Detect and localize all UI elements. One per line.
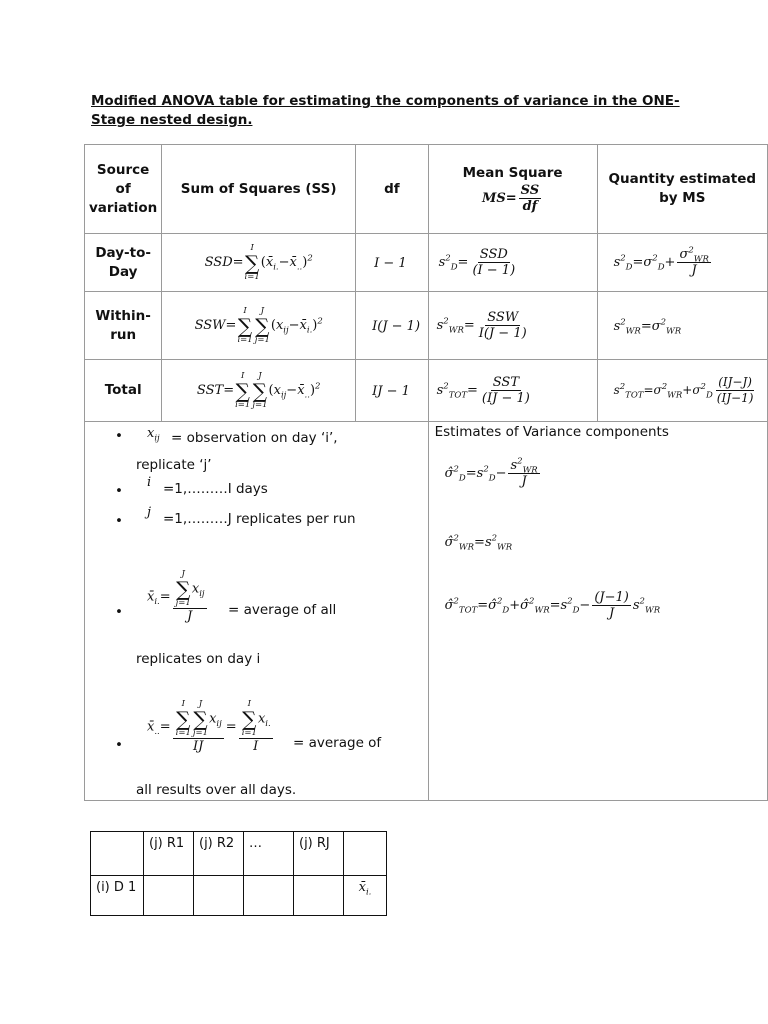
row-label-total: Total xyxy=(85,360,162,422)
header-ss: Sum of Squares (SS) xyxy=(162,145,356,234)
day-average-formula: $x̄_{i.}=$ J ∑ j=1 $x_{ij}$ J xyxy=(147,569,205,624)
ms-within: $s^2_{WR}=$ $\frac{\text{SSW}}{I(J - 1)}$ xyxy=(428,292,597,360)
row-day xyxy=(85,234,768,292)
small-header-row xyxy=(91,832,387,876)
qty-within: $s^2_{WR}=\sigma^2_{WR}$ xyxy=(597,292,767,360)
qty-total: $s^2_{TOT}=\sigma^2_{WR}+\sigma^2_D$ $\frac{(IJ-J)}{(IJ-1)}$ xyxy=(597,360,767,422)
note-5b: all results over all days. xyxy=(136,782,297,798)
df-within-value: I(J − 1) xyxy=(372,318,421,334)
note-1b: replicate ‘j’ xyxy=(136,457,212,473)
note-5a: = average of xyxy=(293,735,382,751)
ms-total-num: SST xyxy=(492,375,520,390)
ss-total-name: SST xyxy=(196,383,224,398)
df-day xyxy=(356,234,429,292)
notes-row xyxy=(85,422,768,801)
header-source xyxy=(85,145,162,234)
df-total xyxy=(356,360,429,422)
col-mean xyxy=(344,832,387,876)
qty-day: $s^2_D=\sigma^2_D+$ $\frac{\sigma^2_{WR}}{J}$ xyxy=(597,234,767,292)
row-within xyxy=(85,292,768,360)
data-layout-table xyxy=(90,831,387,916)
ss-within: SSW= I ∑ i=1 J ∑ j=1 $(x_{ij}-x̄_{i.})^2$ xyxy=(162,292,356,360)
estimates-cell xyxy=(428,422,767,801)
header-quantity: Quantity estimated by MS xyxy=(597,145,767,234)
notes-list: • $x_{ij}$ = observation on day ‘i’, replicate ‘j’ • i =1,………I days • j =1,………J replicates per run • $x̄_{i.}=$ J ∑ j=1 $x_{ij}$ J = average of all replicates on day i • $x̄_{..}=$ I ∑ i=1 J ∑ j=1 $x_{ij}$ IJ = I ∑ i=1 $x_{i.}$ I = average of all results over all days. xyxy=(115,426,382,798)
row-label-within: Within-run xyxy=(85,292,162,360)
note-3: =1,………J replicates per run xyxy=(163,511,356,527)
ms-formula: MS= $\frac{SS}{df}$ xyxy=(482,183,540,214)
ms-within-den: I(J − 1) xyxy=(478,326,527,341)
header-df: df xyxy=(356,145,429,234)
ms-total-den: (IJ − 1) xyxy=(481,391,530,406)
corner-cell xyxy=(91,832,144,876)
estimate-within: $\sigmâ^2_{WR}=s^2_{WR}$ xyxy=(444,533,513,553)
row-label-day: Day-to-Day xyxy=(85,234,162,292)
header-ms xyxy=(428,145,597,234)
ss-within-name: SSW xyxy=(194,318,226,333)
anova-table xyxy=(84,144,768,801)
header-row xyxy=(85,145,768,234)
ms-total: $s^2_{TOT}=$ $\frac{\text{SST}}{(IJ - 1)}$ xyxy=(428,360,597,422)
header-source-text: Source of variation xyxy=(89,161,158,216)
j-symbol: j xyxy=(147,505,152,520)
xij-symbol: $x_{ij}$ xyxy=(147,426,160,444)
df-day-value: I − 1 xyxy=(374,255,407,271)
row-total xyxy=(85,360,768,422)
estimates-list xyxy=(429,422,767,800)
ms-day: $s^2_D=$ $\frac{\text{SSD}}{(I - 1)}$ xyxy=(428,234,597,292)
note-1a: = observation on day ‘i’, xyxy=(171,430,338,446)
page-title: Modified ANOVA table for estimating the components of variance in the ONE-Stage nested design. xyxy=(91,93,680,128)
col-r2: (j) R2 xyxy=(194,832,244,876)
col-rj: (j) RJ xyxy=(294,832,344,876)
estimate-total: $\sigmâ^2_{TOT}=\sigmâ^2_D+\sigmâ^2_{WR}=s^2_D-$ $\frac{(J-1)}{J}$ $s^2_{WR}$ xyxy=(444,590,661,621)
header-ms-label: Mean Square xyxy=(462,165,563,181)
row-d1-mean: $x̄_{i.}$ xyxy=(344,876,387,916)
df-within xyxy=(356,292,429,360)
note-2: =1,………I days xyxy=(163,481,268,497)
i-symbol: i xyxy=(147,475,152,490)
ss-day: SSD= I ∑ i=1 $(x̄_{i.}-x̄_{..})^2$ xyxy=(162,234,356,292)
col-ellipsis: … xyxy=(244,832,294,876)
grand-average-formula: $x̄_{..}=$ I ∑ i=1 J ∑ j=1 $x_{ij}$ IJ = I ∑ i=1 $x_{i.}$ I xyxy=(147,699,271,754)
estimate-day: $\sigmâ^2_D=s^2_D-$ $\frac{s^2_{WR}}{J}$ xyxy=(444,456,538,489)
notes-cell xyxy=(85,422,429,801)
estimates-title: Estimates of Variance components xyxy=(434,424,669,440)
row-d1-label: (i) D 1 xyxy=(91,876,144,916)
small-row-d1 xyxy=(91,876,387,916)
col-r1: (j) R1 xyxy=(144,832,194,876)
note-4b: replicates on day i xyxy=(136,651,261,667)
ms-day-den: (I − 1) xyxy=(472,263,516,278)
ss-total: SST= I ∑ i=1 J ∑ j=1 $(x_{ij}-x̄_{..})^2$ xyxy=(162,360,356,422)
ms-within-num: SSW xyxy=(487,310,519,325)
ss-day-name: SSD xyxy=(204,255,233,270)
ms-day-num: SSD xyxy=(479,247,508,262)
note-4a: = average of all xyxy=(228,602,337,618)
df-total-value: IJ − 1 xyxy=(372,383,410,399)
